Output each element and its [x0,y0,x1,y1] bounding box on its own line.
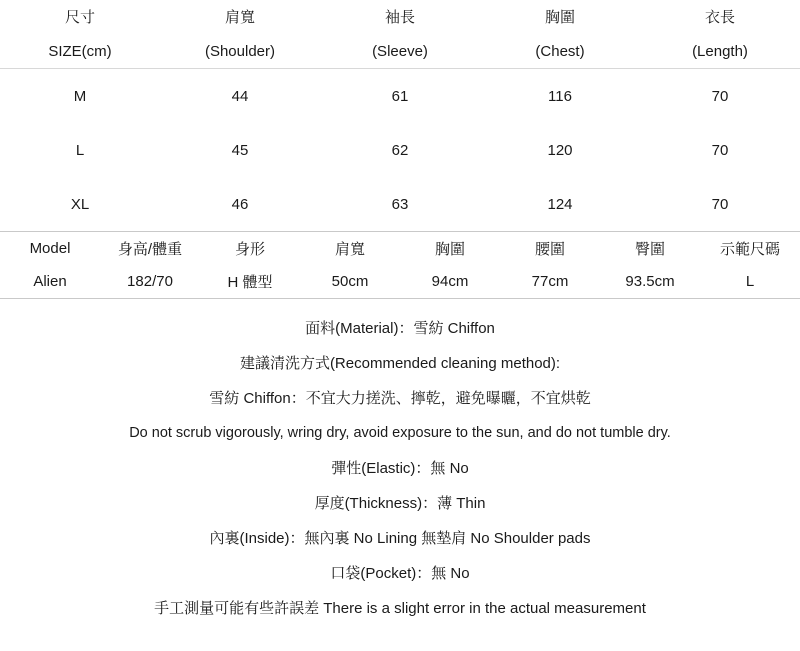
size-cell-l-label: L [75,141,85,159]
size-cell-l-sleeve: 62 [391,141,409,159]
size-cell-m-sleeve: 61 [391,87,409,105]
size-header-cn-2: 袖長 [384,9,415,26]
size-header-en-4: (Length) [692,43,748,60]
model-table [0,232,800,298]
size-header-cn-3: 胸圍 [544,9,575,26]
model-cell-chest: 94cm [431,273,469,290]
size-cell-m-shoulder: 44 [231,87,249,105]
size-cell-xl-shoulder: 46 [231,195,249,213]
size-cell-m-length: 70 [711,87,729,105]
size-header-en-3: (Chest) [535,43,585,60]
note-cleaning-en: Do not scrub vigorously, wring dry, avoid exposure to the sun, and do not tumble dry. [129,425,671,441]
size-chart-header-cn [0,0,800,36]
size-header-en-1: (Shoulder) [204,43,276,60]
size-cell-m-label: M [73,87,87,105]
model-header-0: Model [29,240,71,257]
note-cleaning-title: 建議清洗方式(Recommended cleaning method): [239,355,561,372]
model-header-1: 身高/體重 [117,241,183,258]
size-header-cn-1: 肩寬 [224,9,255,26]
model-cell-waist: 77cm [531,273,569,290]
size-header-cn-4: 衣長 [704,9,735,26]
table-row [0,123,800,177]
note-cleaning-cn: 雪紡 Chiffon：不宜大力搓洗、擰乾，避免曝曬，不宜烘乾 [209,390,591,407]
size-header-cn-0: 尺寸 [64,9,95,26]
note-inside: 內裏(Inside)：無內裏 No Lining 無墊肩 No Shoulder pads [209,530,591,547]
note-pocket: 口袋(Pocket)：無 No [330,565,470,582]
note-elastic: 彈性(Elastic)：無 No [331,460,469,477]
model-cell-body-shape: H 體型 [227,274,273,291]
size-cell-l-length: 70 [711,141,729,159]
note-measurement-error: 手工測量可能有些許誤差 There is a slight error in the actual measurement [154,600,646,617]
table-row [0,265,800,298]
size-cell-xl-sleeve: 63 [391,195,409,213]
model-header-4: 胸圍 [434,241,465,258]
model-header-6: 臀圍 [634,241,665,258]
table-row [0,69,800,123]
product-notes [0,299,800,626]
table-row [0,177,800,231]
model-header-5: 腰圍 [534,241,565,258]
size-chart-header-en [0,36,800,68]
size-cell-l-shoulder: 45 [231,141,249,159]
size-cell-l-chest: 120 [547,141,573,159]
model-header-3: 肩寬 [334,241,365,258]
size-cell-xl-label: XL [70,195,90,213]
size-header-en-0: SIZE(cm) [48,43,112,60]
model-cell-name: Alien [33,273,67,290]
size-cell-xl-chest: 124 [547,195,573,213]
size-header-en-2: (Sleeve) [372,43,428,60]
model-header-2: 身形 [234,241,265,258]
size-cell-xl-length: 70 [711,195,729,213]
model-table-header [0,232,800,265]
size-cell-m-chest: 116 [548,87,572,105]
model-measurements-section [0,231,800,299]
model-cell-sample-size: L [745,273,755,290]
model-cell-hip: 93.5cm [625,273,675,290]
note-thickness: 厚度(Thickness)：薄 Thin [314,495,486,512]
model-header-7: 示範尺碼 [719,241,780,258]
note-material: 面料(Material)：雪紡 Chiffon [305,320,495,337]
size-chart-table [0,0,800,231]
model-cell-height-weight: 182/70 [127,273,173,290]
model-cell-shoulder: 50cm [331,273,369,290]
